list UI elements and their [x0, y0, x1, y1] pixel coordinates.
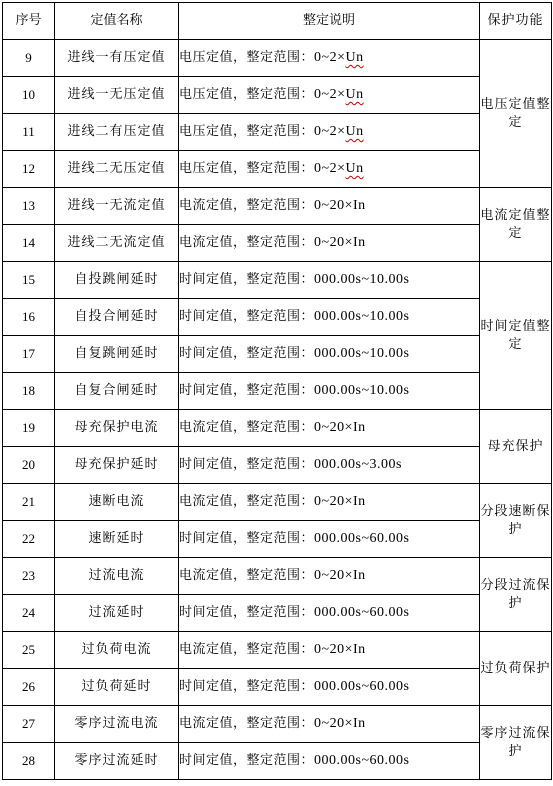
description-text: 电流定值，整定范围： [179, 642, 315, 657]
row-number: 12 [3, 151, 55, 188]
setting-description [179, 521, 480, 558]
header-num: 序号 [3, 3, 55, 40]
range-unit: Un [345, 50, 364, 65]
setting-name: 进线一有压定值 [55, 40, 179, 77]
range-unit: Un [345, 124, 364, 139]
header-desc: 整定说明 [179, 3, 480, 40]
setting-name: 母充保护延时 [55, 447, 179, 484]
setting-name: 过负荷延时 [55, 669, 179, 706]
setting-description [179, 669, 480, 706]
setting-description [179, 410, 480, 447]
description-text: 时间定值，整定范围： [179, 346, 315, 361]
range-value: 0~20×In [314, 568, 366, 583]
protection-function: 零序过流保护 [480, 706, 552, 780]
setting-description [179, 447, 480, 484]
header-row [3, 3, 552, 40]
range-value: 000.00s~3.00s [314, 457, 402, 472]
range-value: 000.00s~60.00s [314, 605, 410, 620]
table-row [3, 595, 552, 632]
setting-description [179, 595, 480, 632]
description-text: 时间定值，整定范围： [179, 309, 315, 324]
table-row [3, 706, 552, 743]
table-row [3, 632, 552, 669]
protection-function: 母充保护 [480, 410, 552, 484]
row-number: 18 [3, 373, 55, 410]
setting-description [179, 336, 480, 373]
setting-name: 速断电流 [55, 484, 179, 521]
table-row [3, 521, 552, 558]
description-text: 电流定值，整定范围： [179, 716, 315, 731]
description-text: 电压定值，整定范围： [179, 50, 315, 65]
setting-description [179, 373, 480, 410]
protection-function: 分段过流保护 [480, 558, 552, 632]
range-value: 000.00s~10.00s [314, 272, 410, 287]
description-text: 时间定值，整定范围： [179, 272, 315, 287]
table-row [3, 151, 552, 188]
table-row [3, 373, 552, 410]
description-text: 时间定值，整定范围： [179, 679, 315, 694]
table-row [3, 669, 552, 706]
table-body [3, 40, 552, 780]
range-value: 0~2× [314, 87, 346, 102]
range-value: 0~20×In [314, 235, 366, 250]
description-text: 时间定值，整定范围： [179, 457, 315, 472]
description-text: 时间定值，整定范围： [179, 753, 315, 768]
protection-function: 电压定值整定 [480, 40, 552, 188]
range-value: 0~2× [314, 124, 346, 139]
range-value: 0~20×In [314, 420, 366, 435]
description-text: 电流定值，整定范围： [179, 420, 315, 435]
table-row [3, 447, 552, 484]
setting-name: 母充保护电流 [55, 410, 179, 447]
description-text: 电压定值，整定范围： [179, 161, 315, 176]
setting-name: 自投跳闸延时 [55, 262, 179, 299]
row-number: 19 [3, 410, 55, 447]
setting-name: 进线一无流定值 [55, 188, 179, 225]
table-row [3, 77, 552, 114]
settings-table [2, 2, 552, 780]
row-number: 16 [3, 299, 55, 336]
setting-description [179, 77, 480, 114]
row-number: 21 [3, 484, 55, 521]
setting-description [179, 225, 480, 262]
table-row [3, 114, 552, 151]
row-number: 23 [3, 558, 55, 595]
row-number: 11 [3, 114, 55, 151]
description-text: 时间定值，整定范围： [179, 383, 315, 398]
description-text: 电流定值，整定范围： [179, 198, 315, 213]
table-row [3, 410, 552, 447]
header-name: 定值名称 [55, 3, 179, 40]
setting-name: 过流电流 [55, 558, 179, 595]
setting-name: 进线二无流定值 [55, 225, 179, 262]
setting-name: 进线二无压定值 [55, 151, 179, 188]
setting-description [179, 558, 480, 595]
row-number: 28 [3, 743, 55, 780]
setting-description [179, 151, 480, 188]
row-number: 25 [3, 632, 55, 669]
setting-description [179, 114, 480, 151]
description-text: 电流定值，整定范围： [179, 494, 315, 509]
range-value: 000.00s~60.00s [314, 679, 410, 694]
table-row [3, 40, 552, 77]
row-number: 24 [3, 595, 55, 632]
protection-function: 分段速断保护 [480, 484, 552, 558]
setting-name: 自复跳闸延时 [55, 336, 179, 373]
table-row [3, 743, 552, 780]
range-value: 000.00s~10.00s [314, 383, 410, 398]
setting-description [179, 40, 480, 77]
row-number: 22 [3, 521, 55, 558]
description-text: 电压定值，整定范围： [179, 124, 315, 139]
setting-name: 零序过流电流 [55, 706, 179, 743]
table-row [3, 225, 552, 262]
header-func: 保护功能 [480, 3, 552, 40]
setting-name: 速断延时 [55, 521, 179, 558]
range-value: 0~20×In [314, 198, 366, 213]
range-unit: Un [345, 161, 364, 176]
row-number: 17 [3, 336, 55, 373]
setting-description [179, 484, 480, 521]
range-value: 000.00s~10.00s [314, 309, 410, 324]
protection-function: 过负荷保护 [480, 632, 552, 706]
setting-name: 过流延时 [55, 595, 179, 632]
range-value: 000.00s~60.00s [314, 531, 410, 546]
setting-name: 自复合闸延时 [55, 373, 179, 410]
setting-name: 进线一无压定值 [55, 77, 179, 114]
range-unit: Un [345, 87, 364, 102]
row-number: 10 [3, 77, 55, 114]
table-row [3, 336, 552, 373]
range-value: 0~20×In [314, 716, 366, 731]
setting-description [179, 262, 480, 299]
protection-function: 电流定值整定 [480, 188, 552, 262]
description-text: 电流定值，整定范围： [179, 568, 315, 583]
row-number: 9 [3, 40, 55, 77]
setting-name: 零序过流延时 [55, 743, 179, 780]
setting-description [179, 632, 480, 669]
row-number: 14 [3, 225, 55, 262]
range-value: 000.00s~60.00s [314, 753, 410, 768]
row-number: 13 [3, 188, 55, 225]
row-number: 26 [3, 669, 55, 706]
setting-name: 进线二有压定值 [55, 114, 179, 151]
row-number: 27 [3, 706, 55, 743]
setting-name: 过负荷电流 [55, 632, 179, 669]
description-text: 时间定值，整定范围： [179, 531, 315, 546]
range-value: 0~20×In [314, 642, 366, 657]
range-value: 0~2× [314, 161, 346, 176]
setting-description [179, 299, 480, 336]
table-row [3, 558, 552, 595]
range-value: 0~2× [314, 50, 346, 65]
table-row [3, 484, 552, 521]
description-text: 电流定值，整定范围： [179, 235, 315, 250]
setting-description [179, 706, 480, 743]
range-value: 000.00s~10.00s [314, 346, 410, 361]
row-number: 20 [3, 447, 55, 484]
setting-description [179, 743, 480, 780]
table-row [3, 262, 552, 299]
description-text: 电压定值，整定范围： [179, 87, 315, 102]
table-row [3, 299, 552, 336]
row-number: 15 [3, 262, 55, 299]
range-value: 0~20×In [314, 494, 366, 509]
setting-name: 自投合闸延时 [55, 299, 179, 336]
setting-description [179, 188, 480, 225]
description-text: 时间定值，整定范围： [179, 605, 315, 620]
protection-function: 时间定值整定 [480, 262, 552, 410]
table-row [3, 188, 552, 225]
